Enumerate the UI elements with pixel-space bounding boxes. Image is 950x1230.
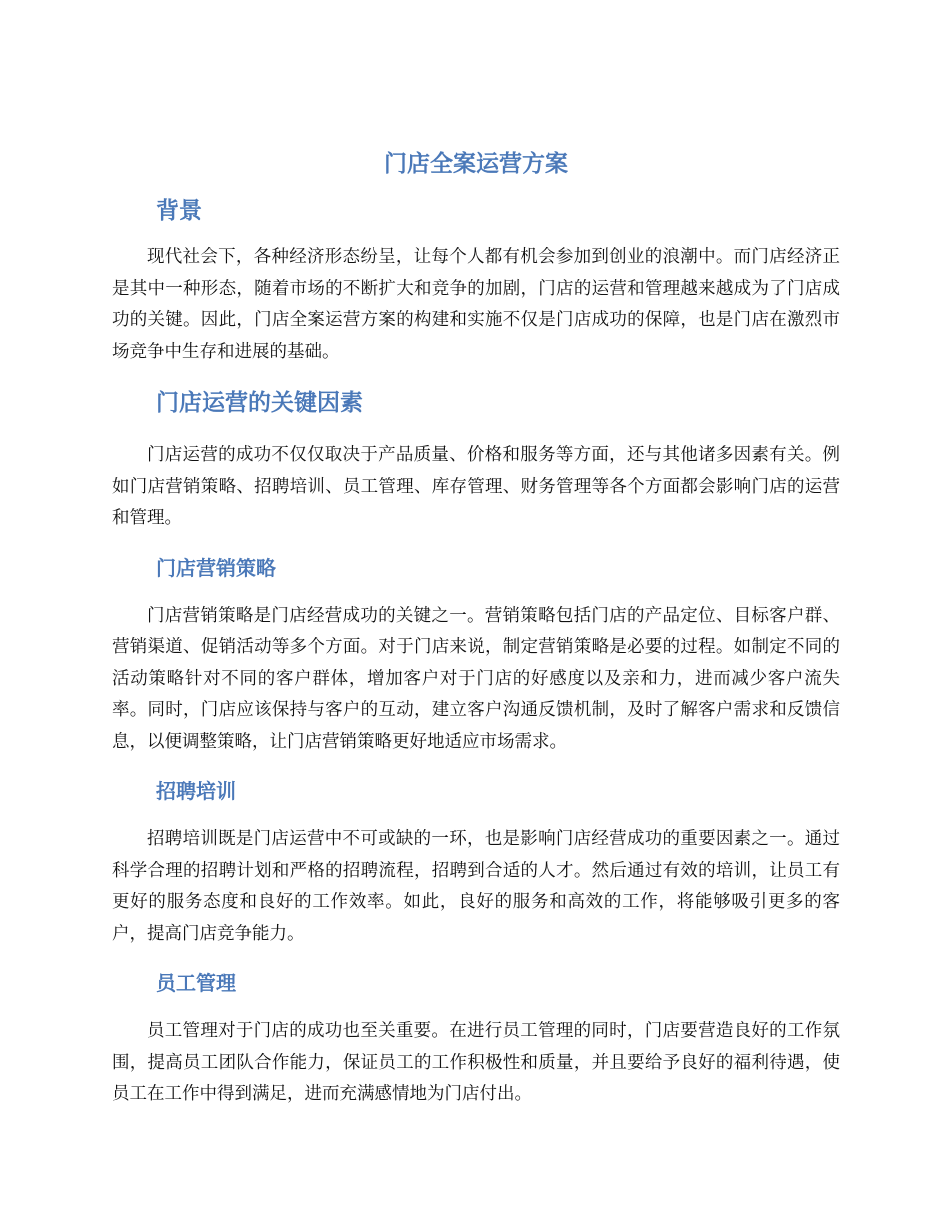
section-recruitment-training [112,770,840,950]
section-marketing-strategy [112,547,840,759]
section-heading-background: 背景 [156,198,202,224]
document-title: 门店全案运营方案 [384,151,568,177]
section-heading-key-factors: 门店运营的关键因素 [156,390,363,416]
section-paragraph-staff-management: 员工管理对于门店的成功也至关重要。在进行员工管理的同时，门店要营造良好的工作氛围，提高员工团队合作能力，保证员工的工作积极性和质量，并且要给予良好的福利待遇，使员工在工作中得到满足，进而充满感情地为门店付出。 [112,1021,840,1104]
section-paragraph-key-factors: 门店运营的成功不仅仅取决于产品质量、价格和服务等方面，还与其他诸多因素有关。例如门店营销策略、招聘培训、员工管理、库存管理、财务管理等各个方面都会影响门店的运营和管理。 [112,445,840,528]
section-staff-management [112,962,840,1111]
section-heading-recruitment-training: 招聘培训 [156,779,236,803]
section-key-factors [112,380,840,535]
section-paragraph-background: 现代社会下，各种经济形态纷呈，让每个人都有机会参加到创业的浪潮中。而门店经济正是其中一种形态，随着市场的不断扩大和竞争的加剧，门店的运营和管理越来越成为了门店成功的关键。因此，门店全案运营方案的构建和实施不仅是门店成功的保障，也是门店在激烈市场竞争中生存和进展的基础。 [112,247,840,362]
document-content [112,144,840,1111]
section-paragraph-marketing-strategy: 门店营销策略是门店经营成功的关键之一。营销策略包括门店的产品定位、目标客户群、营销渠道、促销活动等多个方面。对于门店来说，制定营销策略是必要的过程。如制定不同的活动策略针对不同的客户群体，增加客户对于门店的好感度以及亲和力，进而减少客户流失率。同时，门店应该保持与客户的互动，建立客户沟通反馈机制，及时了解客户需求和反馈信息，以便调整策略，让门店营销策略更好地适应市场需求。 [112,605,840,752]
section-heading-staff-management: 员工管理 [156,971,236,995]
section-heading-marketing-strategy: 门店营销策略 [156,555,276,580]
section-paragraph-recruitment-training: 招聘培训既是门店运营中不可或缺的一环，也是影响门店经营成功的重要因素之一。通过科学合理的招聘计划和严格的招聘流程，招聘到合适的人才。然后通过有效的培训，让员工有更好的服务态度和良好的工作效率。如此，良好的服务和高效的工作，将能够吸引更多的客户，提高门店竞争能力。 [112,829,840,944]
section-background [112,188,840,368]
